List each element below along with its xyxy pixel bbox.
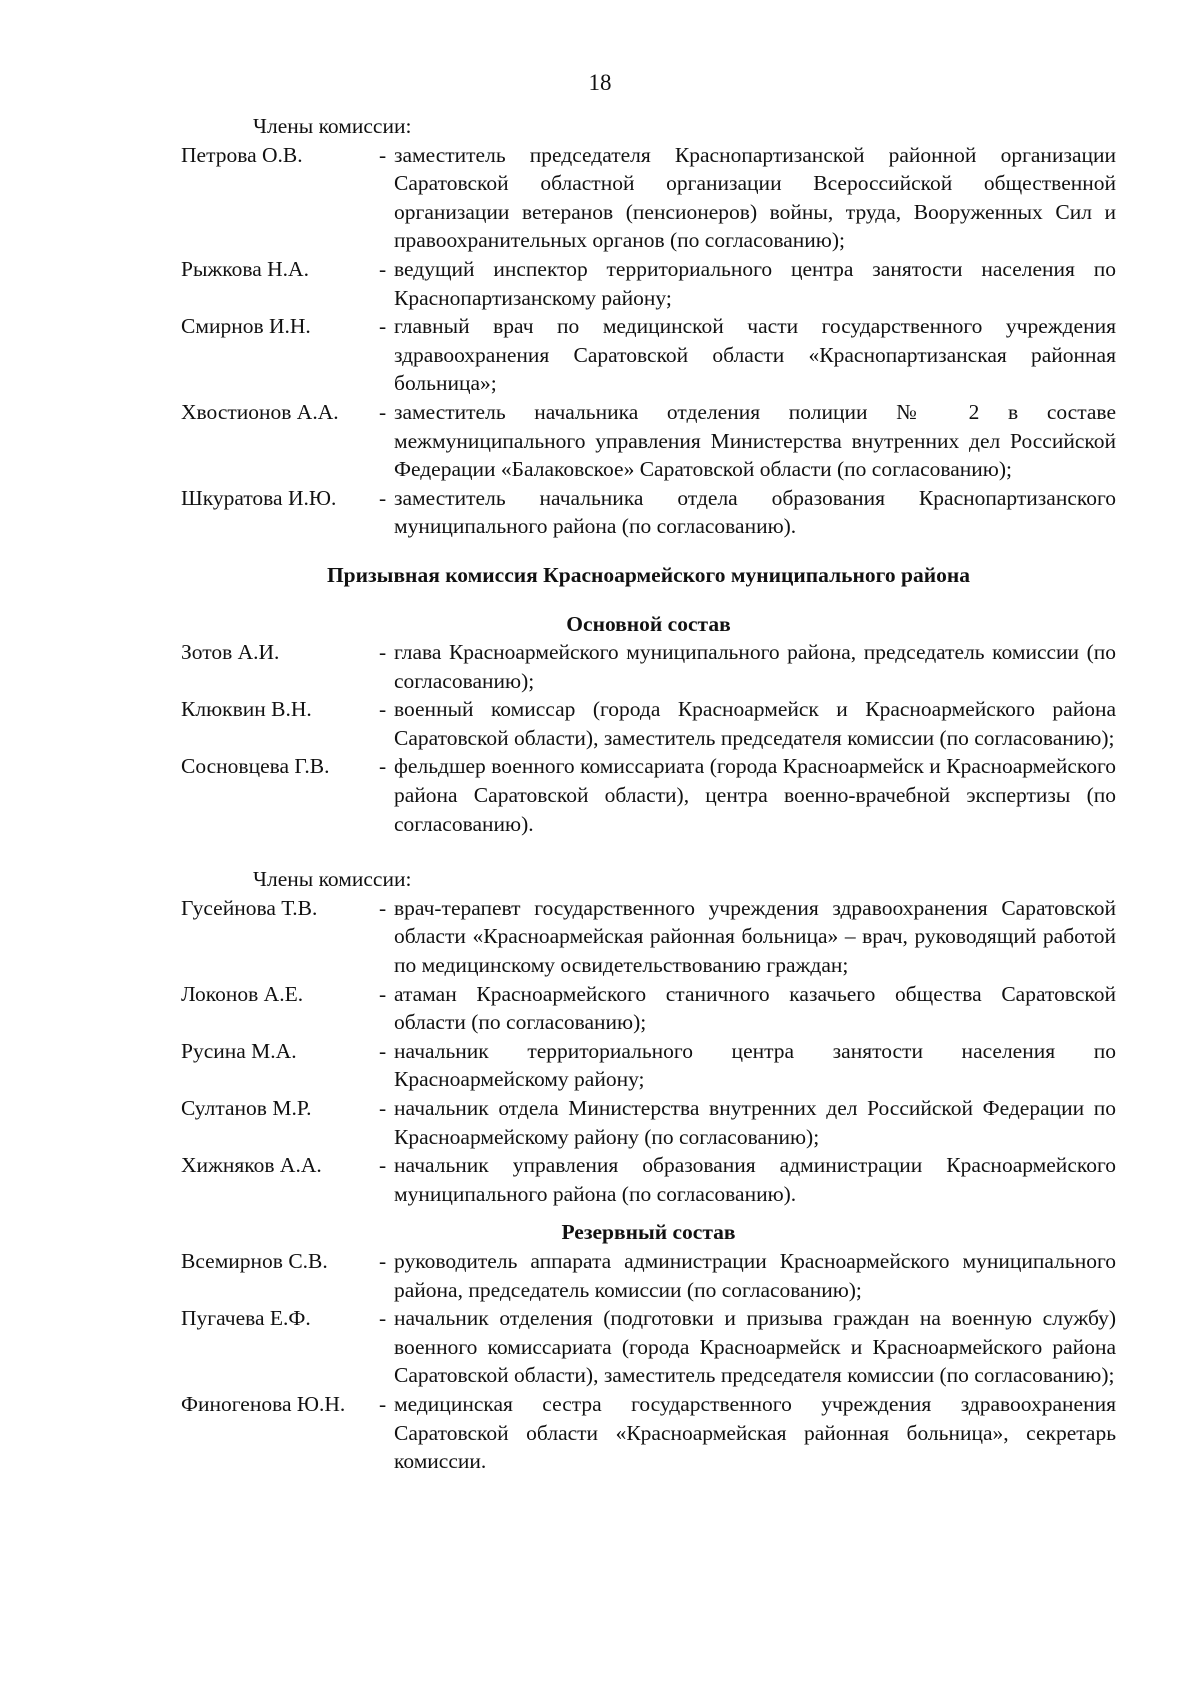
entry-name: Сосновцева Г.В. [181, 754, 330, 779]
entry-description: - военный комиссар (города Красноармейск и Красноармейского района Саратовской области), заместитель председателя комиссии (по согласованию); [376, 695, 1116, 752]
entry-name: Смирнов И.Н. [181, 314, 311, 339]
entry-description: - глава Красноармейского муниципального района, председатель комиссии (по согласованию); [376, 638, 1116, 695]
reserve-composition-title: Резервный состав [561, 1220, 736, 1245]
entry-description: - начальник отделения (подготовки и призыва граждан на военную службу) военного комиссариата (города Красноармейск и Красноармейского района Саратовской области), заместитель председателя комиссии (по согласованию); [376, 1304, 1116, 1390]
entry-name: Гусейнова Т.В. [181, 895, 318, 920]
entry [181, 752, 1116, 838]
entry-name: Зотов А.И. [181, 640, 280, 665]
entry [181, 255, 1116, 312]
entry [181, 894, 1116, 980]
entry-description: - ведущий инспектор территориального центра занятости населения по Краснопартизанскому району; [376, 255, 1116, 312]
entry [181, 1151, 1116, 1208]
entry [181, 312, 1116, 398]
document-content [181, 112, 1116, 1476]
entry-description: - заместитель начальника отделения полиции № 2 в составе межмуниципального управления Министерства внутренних дел Российской Федерации «Балаковское» Саратовской области (по согласованию); [376, 398, 1116, 484]
entry [181, 1247, 1116, 1304]
members-1-label: Члены комиссии: [253, 114, 412, 138]
page-number: 18 [588, 70, 612, 95]
main-composition-title: Основной состав [566, 611, 731, 636]
entry [181, 141, 1116, 255]
entry [181, 1094, 1116, 1151]
commission-title: Призывная комиссия Красноармейского муниципального района [326, 562, 971, 587]
entry-name: Шкуратова И.Ю. [181, 485, 337, 510]
entry [181, 398, 1116, 484]
entry [181, 1390, 1116, 1476]
entry-name: Хвостионов А.А. [181, 399, 339, 424]
entry-name: Пугачева Е.Ф. [181, 1306, 311, 1331]
entry-description: - начальник территориального центра занятости населения по Красноармейскому району; [376, 1037, 1116, 1094]
entry-name: Русина М.А. [181, 1038, 297, 1063]
entry-name: Петрова О.В. [181, 142, 303, 167]
entry-name: Султанов М.Р. [181, 1096, 312, 1120]
entry [181, 638, 1116, 695]
entry-description: - медицинская сестра государственного учреждения здравоохранения Саратовской области «Красноармейская районная больница», секретарь комиссии. [376, 1390, 1116, 1476]
entry-description: - заместитель председателя Краснопартизанской районной организации Саратовской областной организации Всероссийской общественной организации ветеранов (пенсионеров) войны, труда, Вооруженных Сил и правоохранительных органов (по согласованию); [376, 141, 1116, 255]
entry-name: Клюквин В.Н. [181, 697, 312, 722]
entry [181, 695, 1116, 752]
entry-description: - фельдшер военного комиссариата (города Красноармейск и Красноармейского района Саратовской области), центра военно-врачебной экспертизы (по согласованию). [376, 752, 1116, 838]
entry-name: Рыжкова Н.А. [181, 256, 309, 281]
entry-description: - главный врач по медицинской части государственного учреждения здравоохранения Саратовской области «Краснопартизанская районная больница»; [376, 312, 1116, 398]
entry [181, 1037, 1116, 1094]
entry-name: Локонов А.Е. [181, 981, 304, 1006]
entry-description: - начальник управления образования администрации Красноармейского муниципального района (по согласованию). [376, 1151, 1116, 1208]
entry-name: Финогенова Ю.Н. [181, 1391, 346, 1416]
entry-description: - атаман Красноармейского станичного казачьего общества Саратовской области (по согласованию); [376, 980, 1116, 1037]
entry [181, 1304, 1116, 1390]
entry-name: Хижняков А.А. [181, 1153, 322, 1178]
entry-name: Всемирнов С.В. [181, 1248, 328, 1273]
entry-description: - врач-терапевт государственного учреждения здравоохранения Саратовской области «Красноармейская районная больница» – врач, руководящий работой по медицинскому освидетельствованию граждан; [376, 894, 1116, 980]
entry [181, 980, 1116, 1037]
entry [181, 484, 1116, 541]
entry-description: - заместитель начальника отдела образования Краснопартизанского муниципального района (по согласованию). [376, 484, 1116, 541]
members-2-label: Члены комиссии: [253, 867, 412, 892]
entry-description: - руководитель аппарата администрации Красноармейского муниципального района, председатель комиссии (по согласованию); [376, 1247, 1116, 1304]
entry-description: - начальник отдела Министерства внутренних дел Российской Федерации по Красноармейскому району (по согласованию); [376, 1094, 1116, 1151]
